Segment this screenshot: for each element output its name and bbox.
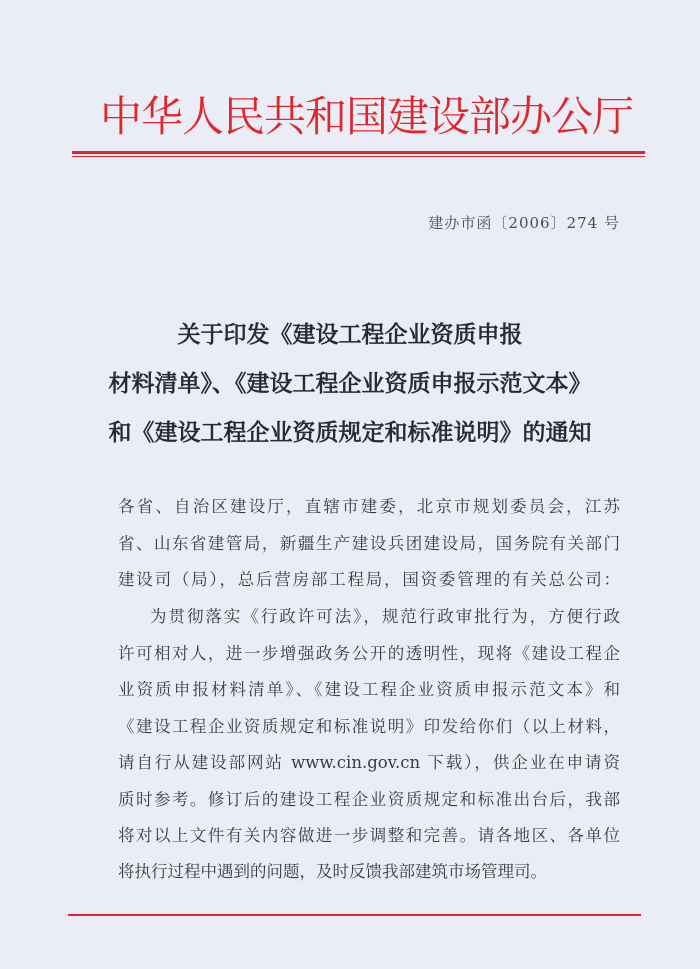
body-line: 省、山东省建管局，新疆生产建设兵团建设局，国务院有关部门: [118, 534, 620, 553]
body-line: 请自行从建设部网站 www.cin.gov.cn 下载），供企业在申请资: [118, 753, 620, 772]
body-line: 质时参考。修订后的建设工程企业资质规定和标准出台后，我部: [118, 790, 620, 809]
body-line: 《建设工程企业资质规定和标准说明》印发给你们（以上材料，: [118, 717, 620, 736]
masthead-title: 中华人民共和国建设部办公厅: [100, 92, 634, 141]
red-header-rule: [72, 151, 645, 159]
body-line: 为贯彻落实《行政许可法》，规范行政审批行为，方便行政: [150, 607, 620, 626]
body-line: 各省、自治区建设厅，直辖市建委，北京市规划委员会，江苏: [118, 497, 620, 516]
body-line: 业资质申报材料清单》、《建设工程企业资质申报示范文本》和: [118, 680, 620, 699]
title-line-2: 材料清单》、《建设工程企业资质申报示范文本》: [108, 370, 592, 397]
title-line-3: 和《建设工程企业资质规定和标准说明》的通知: [108, 419, 592, 446]
red-footer-rule: [68, 914, 641, 916]
body-line: 许可相对人，进一步增强政务公开的透明性，现将《建设工程企: [118, 644, 620, 663]
document-number: 建办市函〔2006〕274 号: [428, 214, 620, 232]
body-line: 将执行过程中遇到的问题，及时反馈我部建筑市场管理司。: [118, 862, 547, 881]
body-line: 将对以上文件有关内容做进一步调整和完善。请各地区、各单位: [118, 826, 620, 845]
title-line-1: 关于印发《建设工程企业资质申报: [177, 321, 523, 348]
body-line: 建设司（局），总后营房部工程局，国资委管理的有关总公司：: [118, 570, 620, 589]
